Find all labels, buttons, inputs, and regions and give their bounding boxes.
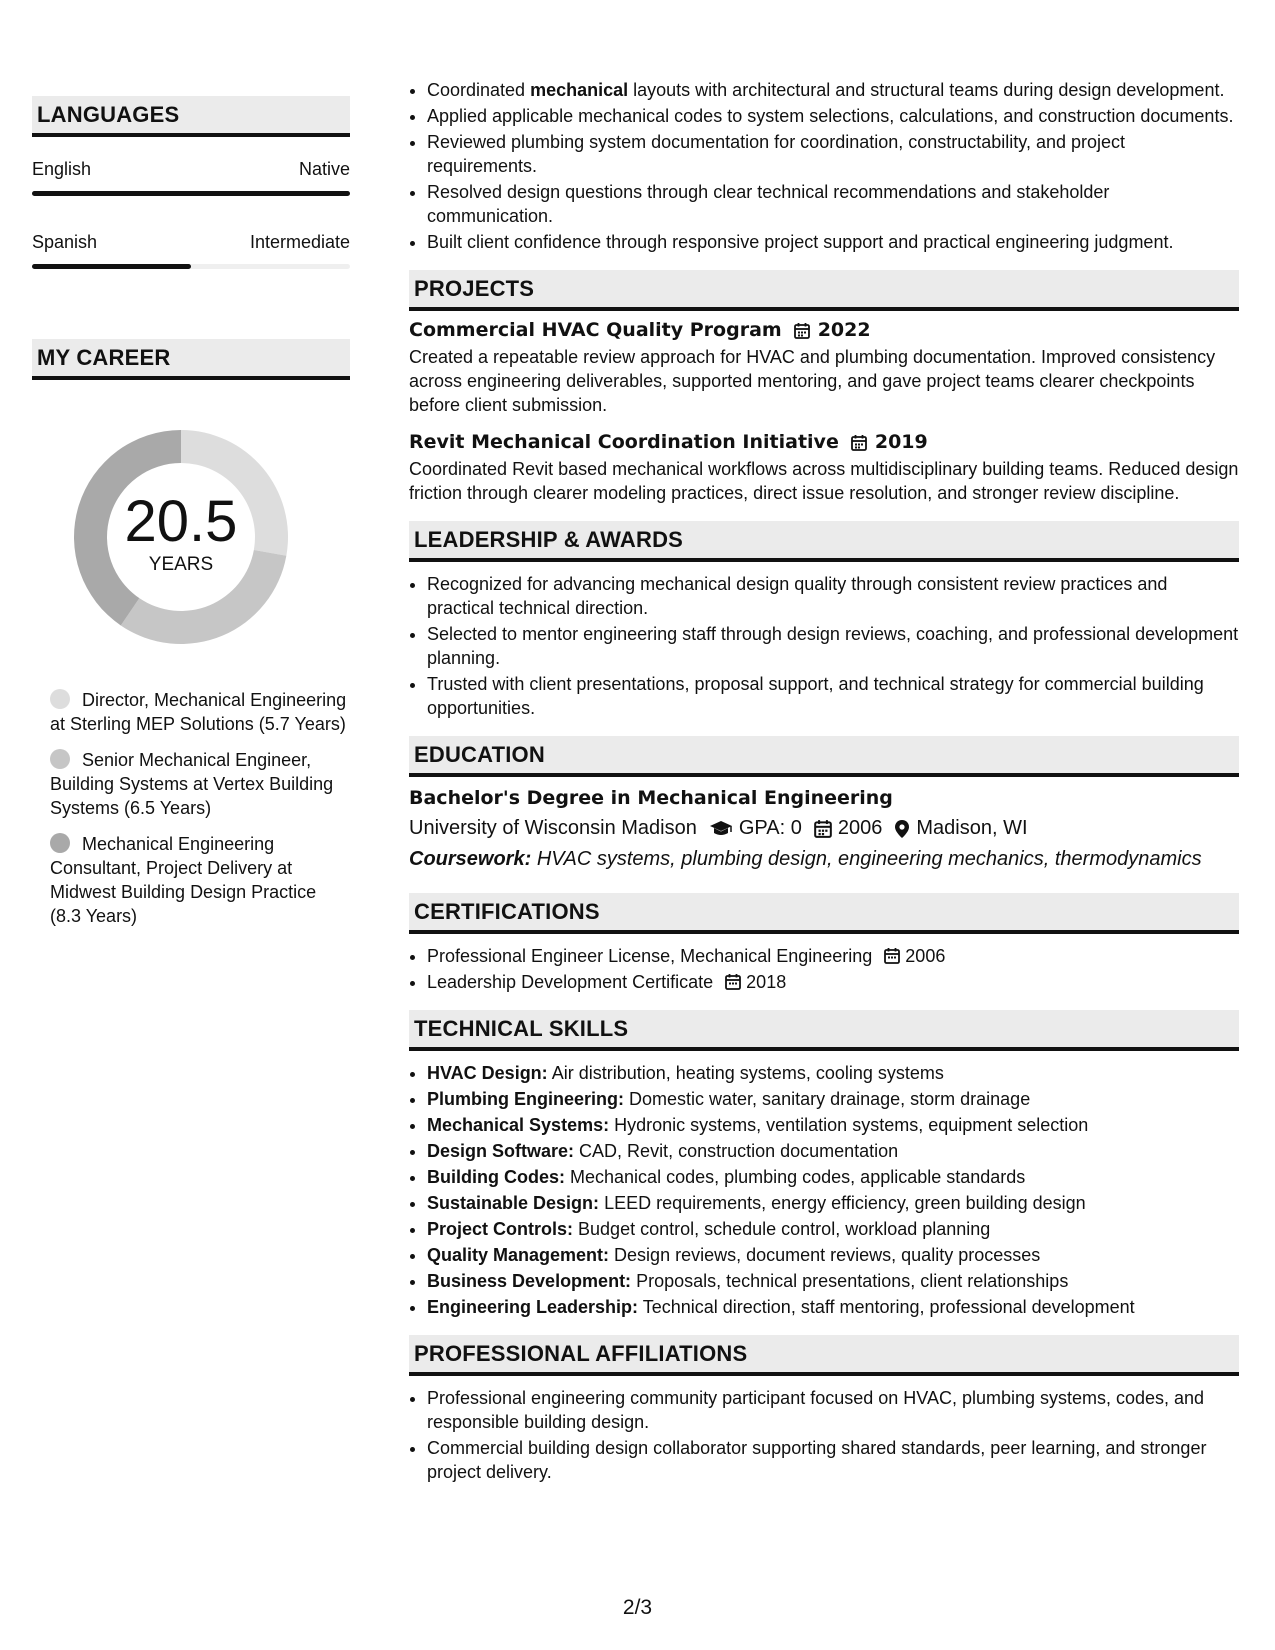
list-item: • Plumbing Engineering: Domestic water, sanitary drainage, storm drainage xyxy=(427,1087,1239,1111)
certifications-heading: CERTIFICATIONS xyxy=(409,893,1239,934)
list-item: • Recognized for advancing mechanical design quality through consistent review practices and practical technical direction. xyxy=(427,572,1239,620)
right-column xyxy=(409,78,1239,1486)
education-section xyxy=(409,736,1239,871)
project-title: Commercial HVAC Quality Program 2022 xyxy=(409,319,871,341)
project-title: Revit Mechanical Coordination Initiative 2019 xyxy=(409,431,928,453)
language-proficiency-bar xyxy=(32,191,350,196)
affiliations-list xyxy=(409,1386,1239,1484)
education-coursework: Coursework: HVAC systems, plumbing design, engineering mechanics, thermodynamics xyxy=(409,848,1202,870)
calendar-icon xyxy=(884,947,900,964)
career-total-years: 20.5 xyxy=(124,489,238,554)
career-heading: MY CAREER xyxy=(32,339,350,380)
certifications-section xyxy=(409,893,1239,994)
career-role-list xyxy=(32,688,350,928)
language-proficiency-fill xyxy=(32,264,191,269)
list-item: • Sustainable Design: LEED requirements, energy efficiency, green building design xyxy=(427,1191,1239,1215)
leadership-list xyxy=(409,572,1239,720)
calendar-icon xyxy=(794,322,810,339)
calendar-icon xyxy=(725,973,741,990)
calendar-icon xyxy=(851,434,867,451)
language-proficiency-fill xyxy=(32,191,350,196)
list-item: • Business Development: Proposals, technical presentations, client relationships xyxy=(427,1269,1239,1293)
career-total-unit: YEARS xyxy=(148,554,214,575)
calendar-icon xyxy=(814,819,832,838)
list-item: • Professional engineering community participant focused on HVAC, plumbing systems, codes, and responsible building design. xyxy=(427,1386,1239,1434)
education-gpa: GPA: 0 xyxy=(738,817,802,839)
legend-dot xyxy=(50,833,70,853)
education-location: Madison, WI xyxy=(916,817,1028,839)
career-role: Director, Mechanical Engineering at Sterling MEP Solutions (5.7 Years) xyxy=(50,690,347,734)
project-description: Coordinated Revit based mechanical workflows across multidisciplinary building teams. Reduced design friction through clearer modeling practices, direct issue resolution, and stronger review discipline. xyxy=(409,459,1239,503)
left-column xyxy=(32,96,350,940)
language-name: Spanish xyxy=(32,232,98,252)
list-item: • Professional Engineer License, Mechanical Engineering 2006 xyxy=(427,944,1239,968)
list-item: • Resolved design questions through clear technical recommendations and stakeholder communication. xyxy=(427,180,1239,228)
list-item: • Coordinated mechanical layouts with architectural and structural teams during design development. xyxy=(427,78,1239,102)
career-role: Senior Mechanical Engineer, Building Systems at Vertex Building Systems (6.5 Years) xyxy=(50,750,334,818)
affiliations-section xyxy=(409,1335,1239,1484)
career-section xyxy=(32,339,350,928)
education-degree: Bachelor's Degree in Mechanical Engineering xyxy=(409,787,893,809)
education-heading: EDUCATION xyxy=(409,736,1239,777)
career-role: Mechanical Engineering Consultant, Project Delivery at Midwest Building Design Practice (8.3 Years) xyxy=(50,834,317,926)
legend-dot xyxy=(50,749,70,769)
education-year: 2006 xyxy=(837,817,883,839)
list-item: • Applied applicable mechanical codes to system selections, calculations, and construction documents. xyxy=(427,104,1239,128)
page-number: 2/3 xyxy=(622,1596,653,1619)
leadership-heading: LEADERSHIP & AWARDS xyxy=(409,521,1239,562)
list-item: • Building Codes: Mechanical codes, plumbing codes, applicable standards xyxy=(427,1165,1239,1189)
list-item: • Quality Management: Design reviews, document reviews, quality processes xyxy=(427,1243,1239,1267)
education-details xyxy=(409,817,1239,840)
languages-heading: LANGUAGES xyxy=(32,96,350,137)
legend-dot xyxy=(50,689,70,709)
skills-section xyxy=(409,1010,1239,1319)
experience-bullets xyxy=(409,78,1239,254)
skills-list xyxy=(409,1061,1239,1319)
language-level: Native xyxy=(298,159,350,179)
education-school: University of Wisconsin Madison xyxy=(409,817,697,839)
certifications-list xyxy=(409,944,1239,994)
career-donut-chart xyxy=(66,422,296,652)
list-item: • Built client confidence through responsive project support and practical engineering judgment. xyxy=(427,230,1239,254)
location-pin-icon xyxy=(894,819,910,839)
language-item-spanish xyxy=(32,232,350,269)
project-description: Created a repeatable review approach for HVAC and plumbing documentation. Improved consistency across engineering deliverables, supported mentoring, and gave project teams clearer checkpoints before client submission. xyxy=(409,347,1216,415)
list-item: • Reviewed plumbing system documentation for coordination, constructability, and project requirements. xyxy=(427,130,1239,178)
list-item: • Commercial building design collaborator supporting shared standards, peer learning, and stronger project delivery. xyxy=(427,1436,1239,1484)
project-year: 2022 xyxy=(817,319,871,341)
list-item: • Selected to mentor engineering staff through design reviews, coaching, and professional development planning. xyxy=(427,622,1239,670)
language-name: English xyxy=(32,159,92,179)
affiliations-heading: PROFESSIONAL AFFILIATIONS xyxy=(409,1335,1239,1376)
list-item: • Design Software: CAD, Revit, construction documentation xyxy=(427,1139,1239,1163)
list-item: • HVAC Design: Air distribution, heating systems, cooling systems xyxy=(427,1061,1239,1085)
skills-heading: TECHNICAL SKILLS xyxy=(409,1010,1239,1051)
language-level: Intermediate xyxy=(249,232,350,252)
language-proficiency-bar xyxy=(32,264,350,269)
list-item: • Mechanical Systems: Hydronic systems, ventilation systems, equipment selection xyxy=(427,1113,1239,1137)
list-item: • Leadership Development Certificate 2018 xyxy=(427,970,1239,994)
list-item: • Engineering Leadership: Technical direction, staff mentoring, professional development xyxy=(427,1295,1239,1319)
project-year: 2019 xyxy=(874,431,928,453)
list-item: • Project Controls: Budget control, schedule control, workload planning xyxy=(427,1217,1239,1241)
projects-heading: PROJECTS xyxy=(409,270,1239,311)
language-item-english xyxy=(32,159,350,196)
leadership-section xyxy=(409,521,1239,720)
graduation-cap-icon xyxy=(709,820,733,838)
projects-section xyxy=(409,270,1239,505)
list-item: • Trusted with client presentations, proposal support, and technical strategy for commercial building opportunities. xyxy=(427,672,1239,720)
